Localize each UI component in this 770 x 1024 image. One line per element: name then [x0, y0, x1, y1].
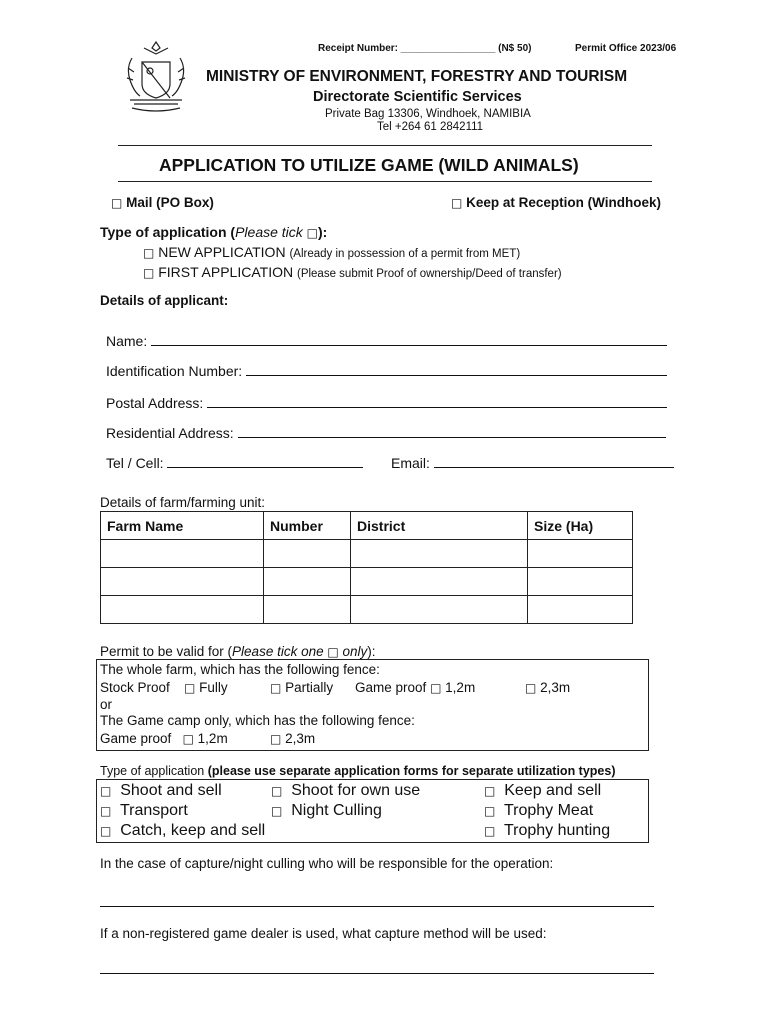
game-camp-2-3m-option[interactable] [270, 731, 315, 746]
delivery-reception-option[interactable] [451, 195, 661, 210]
utilization-type-label [100, 764, 616, 778]
label-part: ): [367, 644, 376, 659]
table-cell[interactable] [101, 540, 264, 568]
first-application-label: FIRST APPLICATION [158, 264, 294, 280]
capture-method-answer-line[interactable] [100, 960, 654, 974]
tel-cell-label: Tel / Cell: [106, 455, 164, 471]
table-cell[interactable] [264, 596, 351, 624]
capture-responsibility-question: In the case of capture/night culling who will be responsible for the operation: [100, 856, 554, 871]
height-2-3m-label: 2,3m [540, 680, 571, 695]
option-shoot-for-own-use[interactable] [271, 782, 420, 800]
postal-address-label: Postal Address: [106, 395, 204, 411]
checkbox-icon: □ [327, 645, 339, 659]
option-label: Catch, keep and sell [120, 822, 266, 839]
permit-office-code: Permit Office 2023/06 [575, 43, 677, 54]
telephone-header: Tel +264 61 2842111 [377, 121, 484, 133]
game-camp-text: The Game camp only, which has the following fence: [100, 713, 415, 728]
application-type-label [100, 224, 327, 240]
checkbox-icon[interactable]: □ [271, 784, 283, 798]
delivery-mail-label: Mail (PO Box) [126, 195, 214, 210]
capture-method-question: If a non-registered game dealer is used, what capture method will be used: [100, 926, 547, 941]
height-2-3m-option[interactable] [525, 680, 570, 695]
label-part: Please tick one [232, 644, 324, 659]
new-application-note: (Already in possession of a permit from MET) [289, 248, 521, 260]
checkbox-icon[interactable]: □ [484, 784, 496, 798]
table-cell[interactable] [351, 596, 528, 624]
name-input-line[interactable] [151, 332, 667, 346]
id-number-input-line[interactable] [246, 362, 667, 376]
table-row [101, 540, 633, 568]
farm-details-heading: Details of farm/farming unit: [100, 495, 266, 510]
option-catch-keep-and-sell[interactable] [100, 822, 265, 840]
option-label: Transport [119, 802, 188, 819]
column-header: District [351, 512, 528, 540]
fully-label: Fully [199, 680, 228, 695]
table-cell[interactable] [101, 568, 264, 596]
or-text: or [100, 697, 113, 712]
postal-address-field[interactable] [106, 394, 667, 411]
label-part: only [342, 644, 368, 659]
receipt-number: Receipt Number: _________________ (N$ 50) [318, 43, 532, 54]
fully-option[interactable] [184, 680, 228, 695]
first-application-note: (Please submit Proof of ownership/Deed of transfer) [296, 268, 562, 280]
height-2-3m-label: 2,3m [285, 731, 316, 746]
residential-address-field[interactable] [106, 424, 666, 441]
email-field[interactable] [391, 454, 674, 471]
game-proof-label: Game proof [355, 680, 427, 695]
column-header: Size (Ha) [528, 512, 633, 540]
id-number-label: Identification Number: [106, 363, 243, 379]
ministry-name: MINISTRY OF ENVIRONMENT, FORESTRY AND TOURISM [206, 68, 628, 85]
stock-proof-row [100, 680, 170, 695]
delivery-mail-option[interactable] [111, 195, 214, 210]
checkbox-icon[interactable]: □ [143, 246, 155, 260]
checkbox-icon[interactable]: □ [271, 804, 283, 818]
checkbox-icon[interactable]: □ [484, 824, 496, 838]
option-label: Shoot for own use [291, 782, 421, 799]
height-1-2m-label: 1,2m [445, 680, 476, 695]
option-keep-and-sell[interactable] [484, 782, 601, 800]
checkbox-icon[interactable]: □ [270, 732, 282, 746]
title-bottom-rule [118, 181, 652, 182]
partially-option[interactable] [270, 680, 333, 695]
delivery-reception-label: Keep at Reception (Windhoek) [466, 195, 662, 210]
checkbox-icon[interactable]: □ [451, 196, 463, 210]
label-part: Type of application [100, 764, 205, 778]
new-application-label: NEW APPLICATION [158, 244, 286, 260]
farm-details-table [100, 511, 633, 624]
checkbox-icon[interactable]: □ [270, 681, 282, 695]
tel-cell-field[interactable] [106, 454, 363, 471]
table-cell[interactable] [528, 568, 633, 596]
game-proof-row[interactable] [355, 680, 475, 695]
option-label: Shoot and sell [120, 782, 222, 799]
option-night-culling[interactable] [271, 802, 382, 820]
option-label: Night Culling [291, 802, 382, 819]
name-label: Name: [106, 333, 148, 349]
table-cell[interactable] [528, 540, 633, 568]
checkbox-icon: □ [306, 226, 319, 240]
email-input-line[interactable] [434, 454, 674, 468]
checkbox-icon[interactable]: □ [143, 266, 155, 280]
label-part: (please use separate application forms for separate utilization types) [207, 764, 616, 778]
table-cell[interactable] [351, 568, 528, 596]
option-label: Trophy hunting [503, 822, 611, 839]
checkbox-icon[interactable]: □ [525, 681, 537, 695]
applicant-heading: Details of applicant: [100, 293, 229, 308]
capture-responsibility-answer-line[interactable] [100, 893, 654, 907]
table-cell[interactable] [528, 596, 633, 624]
option-trophy-hunting[interactable] [484, 822, 610, 840]
column-header: Number [264, 512, 351, 540]
column-header: Farm Name [101, 512, 264, 540]
game-proof-label: Game proof [100, 731, 172, 746]
checkbox-icon[interactable]: □ [100, 784, 112, 798]
postal-address-header: Private Bag 13306, Windhoek, NAMIBIA [325, 108, 531, 120]
option-label: Trophy Meat [503, 802, 594, 819]
checkbox-icon[interactable]: □ [100, 804, 112, 818]
namibia-coat-of-arms-logo [122, 38, 190, 114]
label-part: Please tick [235, 224, 303, 240]
name-field[interactable] [106, 332, 667, 349]
label-part: Type of application ( [100, 224, 236, 240]
stock-proof-label: Stock Proof [100, 680, 170, 695]
table-cell[interactable] [101, 596, 264, 624]
table-cell[interactable] [351, 540, 528, 568]
option-shoot-and-sell[interactable] [100, 782, 222, 800]
option-trophy-meat[interactable] [484, 802, 593, 820]
title-top-rule [118, 145, 652, 146]
email-label: Email: [391, 455, 430, 471]
table-header-row [101, 512, 633, 540]
first-application-option[interactable] [143, 264, 562, 280]
permit-validity-label [100, 644, 376, 659]
option-label: Keep and sell [504, 782, 602, 799]
table-row [101, 596, 633, 624]
label-part: Permit to be valid for ( [100, 644, 233, 659]
residential-address-input-line[interactable] [238, 424, 666, 438]
table-row [101, 568, 633, 596]
checkbox-icon[interactable]: □ [430, 681, 442, 695]
checkbox-icon[interactable]: □ [184, 681, 196, 695]
table-cell[interactable] [264, 540, 351, 568]
postal-address-input-line[interactable] [207, 394, 667, 408]
table-cell[interactable] [264, 568, 351, 596]
option-transport[interactable] [100, 802, 188, 820]
height-1-2m-label: 1,2m [197, 731, 228, 746]
checkbox-icon[interactable]: □ [484, 804, 496, 818]
label-part: ): [318, 224, 328, 240]
whole-farm-text: The whole farm, which has the following fence: [100, 662, 380, 677]
id-number-field[interactable] [106, 362, 667, 379]
residential-address-label: Residential Address: [106, 425, 234, 441]
checkbox-icon[interactable]: □ [100, 824, 112, 838]
game-camp-game-proof-row[interactable] [100, 731, 228, 746]
partially-label: Partially [285, 680, 334, 695]
checkbox-icon[interactable]: □ [111, 196, 123, 210]
checkbox-icon[interactable]: □ [182, 732, 194, 746]
tel-cell-input-line[interactable] [167, 454, 363, 468]
form-title: APPLICATION TO UTILIZE GAME (WILD ANIMALS) [159, 155, 579, 175]
new-application-option[interactable] [143, 244, 520, 260]
directorate-name: Directorate Scientific Services [313, 89, 522, 105]
